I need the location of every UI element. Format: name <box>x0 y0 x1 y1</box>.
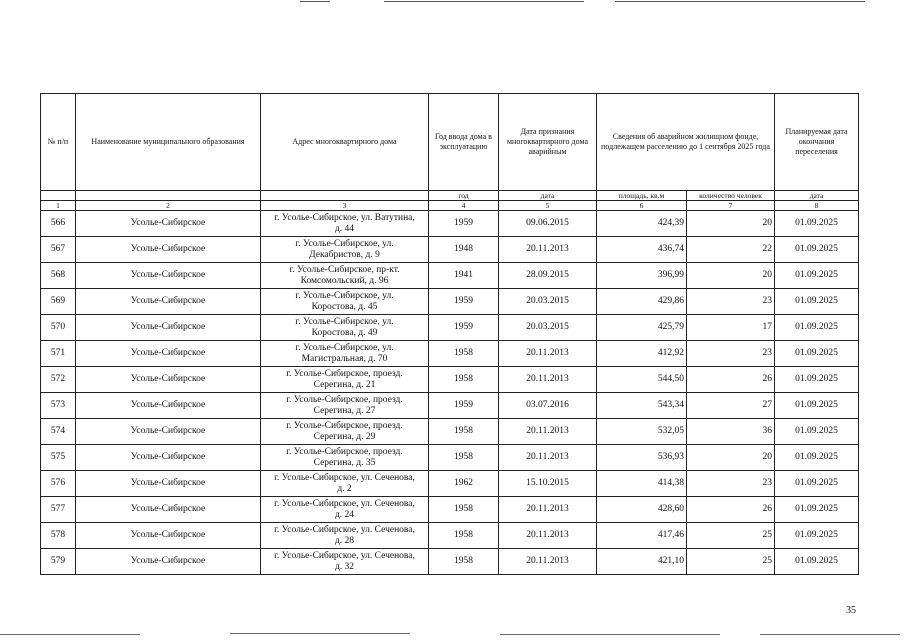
cell-date: 20.11.2013 <box>499 445 597 471</box>
table-row <box>41 315 859 341</box>
cell-date: 03.07.2016 <box>499 393 597 419</box>
address-line: г. Усолье-Сибирское, проезд. <box>286 420 403 431</box>
address-line: г. Усолье-Сибирское, проезд. <box>286 368 403 379</box>
resettlement-table <box>40 93 859 575</box>
cell-address <box>261 289 429 315</box>
cell-end-date: 01.09.2025 <box>775 367 859 393</box>
table-row <box>41 549 859 575</box>
cell-year: 1959 <box>429 315 499 341</box>
units-row <box>41 191 859 201</box>
cell-year: 1958 <box>429 445 499 471</box>
cell-municipality: Усолье-Сибирское <box>76 289 261 315</box>
table-row <box>41 445 859 471</box>
column-number: 5 <box>499 201 597 211</box>
cell-area: 421,10 <box>597 549 687 575</box>
cell-num: 571 <box>41 341 76 367</box>
cell-num: 579 <box>41 549 76 575</box>
cell-area: 425,79 <box>597 315 687 341</box>
cell-year: 1962 <box>429 471 499 497</box>
cell-municipality: Усолье-Сибирское <box>76 549 261 575</box>
unit-people: количество человек <box>687 191 775 201</box>
unit-date: дата <box>499 191 597 201</box>
column-number: 2 <box>76 201 261 211</box>
cell-municipality: Усолье-Сибирское <box>76 471 261 497</box>
header-address: Адрес многоквартирного дома <box>261 94 429 191</box>
cell-year: 1959 <box>429 289 499 315</box>
table-row <box>41 471 859 497</box>
cell-area: 414,38 <box>597 471 687 497</box>
cell-end-date: 01.09.2025 <box>775 289 859 315</box>
header-row <box>41 94 859 191</box>
column-number: 8 <box>775 201 859 211</box>
cell-num: 573 <box>41 393 76 419</box>
cell-end-date: 01.09.2025 <box>775 393 859 419</box>
unit-year: год <box>429 191 499 201</box>
header-fund-info: Сведения об аварийном жилищном фонде, подлежащем расселению до 1 сентября 2025 года <box>597 94 775 191</box>
address-line: г. Усолье-Сибирское, ул. Сеченова, <box>274 498 415 509</box>
address-line: г. Усолье-Сибирское, ул. <box>295 238 394 249</box>
cell-year: 1958 <box>429 497 499 523</box>
cell-municipality: Усолье-Сибирское <box>76 497 261 523</box>
address-line: д. 32 <box>334 561 355 572</box>
cell-num: 568 <box>41 263 76 289</box>
cell-end-date: 01.09.2025 <box>775 523 859 549</box>
column-number: 6 <box>597 201 687 211</box>
header-municipality: Наименование муниципального образования <box>76 94 261 191</box>
address-line: Комсомольский, д. 96 <box>300 275 389 286</box>
scan-artifact-top <box>0 0 905 6</box>
address-line: Коростова, д. 45 <box>311 301 378 312</box>
unit-end-date: дата <box>775 191 859 201</box>
header-year-built: Год ввода дома в эксплуатацию <box>429 94 499 191</box>
cell-address <box>261 549 429 575</box>
cell-address <box>261 237 429 263</box>
address-line: г. Усолье-Сибирское, ул. Сеченова, <box>274 524 415 535</box>
cell-num: 572 <box>41 367 76 393</box>
header-planned-end: Планируемая дата окончания переселения <box>775 94 859 191</box>
cell-municipality: Усолье-Сибирское <box>76 445 261 471</box>
cell-municipality: Усолье-Сибирское <box>76 367 261 393</box>
cell-area: 424,39 <box>597 211 687 237</box>
column-number: 1 <box>41 201 76 211</box>
cell-people: 20 <box>687 211 775 237</box>
cell-end-date: 01.09.2025 <box>775 445 859 471</box>
cell-municipality: Усолье-Сибирское <box>76 523 261 549</box>
table-row <box>41 289 859 315</box>
cell-date: 20.03.2015 <box>499 289 597 315</box>
cell-num: 567 <box>41 237 76 263</box>
cell-end-date: 01.09.2025 <box>775 471 859 497</box>
cell-people: 25 <box>687 523 775 549</box>
cell-date: 20.11.2013 <box>499 367 597 393</box>
cell-year: 1959 <box>429 393 499 419</box>
cell-date: 28.09.2015 <box>499 263 597 289</box>
table-row <box>41 341 859 367</box>
cell-num: 569 <box>41 289 76 315</box>
cell-year: 1958 <box>429 341 499 367</box>
cell-people: 25 <box>687 549 775 575</box>
cell-address <box>261 341 429 367</box>
address-line: Серегина, д. 27 <box>313 405 376 416</box>
cell-date: 20.11.2013 <box>499 497 597 523</box>
cell-municipality: Усолье-Сибирское <box>76 341 261 367</box>
cell-people: 27 <box>687 393 775 419</box>
cell-address <box>261 471 429 497</box>
address-line: г. Усолье-Сибирское, ул. <box>295 290 394 301</box>
address-line: Магистральная, д. 70 <box>301 353 388 364</box>
column-numbers-row <box>41 201 859 211</box>
cell-people: 26 <box>687 367 775 393</box>
cell-end-date: 01.09.2025 <box>775 419 859 445</box>
cell-people: 20 <box>687 263 775 289</box>
cell-address <box>261 211 429 237</box>
cell-date: 20.03.2015 <box>499 315 597 341</box>
column-number: 4 <box>429 201 499 211</box>
cell-municipality: Усолье-Сибирское <box>76 211 261 237</box>
cell-num: 578 <box>41 523 76 549</box>
cell-people: 23 <box>687 289 775 315</box>
column-number: 7 <box>687 201 775 211</box>
cell-num: 575 <box>41 445 76 471</box>
cell-year: 1948 <box>429 237 499 263</box>
cell-people: 26 <box>687 497 775 523</box>
cell-date: 20.11.2013 <box>499 523 597 549</box>
address-line: д. 44 <box>334 223 355 234</box>
cell-area: 543,34 <box>597 393 687 419</box>
cell-area: 396,99 <box>597 263 687 289</box>
cell-people: 23 <box>687 341 775 367</box>
cell-num: 577 <box>41 497 76 523</box>
cell-year: 1959 <box>429 211 499 237</box>
cell-date: 09.06.2015 <box>499 211 597 237</box>
cell-people: 17 <box>687 315 775 341</box>
cell-people: 22 <box>687 237 775 263</box>
cell-municipality: Усолье-Сибирское <box>76 315 261 341</box>
cell-area: 417,46 <box>597 523 687 549</box>
address-line: г. Усолье-Сибирское, ул. Сеченова, <box>274 472 415 483</box>
address-line: Декабристов, д. 9 <box>309 249 380 260</box>
cell-num: 574 <box>41 419 76 445</box>
address-line: г. Усолье-Сибирское, пр-кт. <box>289 264 400 275</box>
cell-year: 1958 <box>429 419 499 445</box>
cell-address <box>261 497 429 523</box>
cell-area: 536,93 <box>597 445 687 471</box>
address-line: Серегина, д. 35 <box>313 457 376 468</box>
cell-date: 20.11.2013 <box>499 419 597 445</box>
column-number: 3 <box>261 201 429 211</box>
table-row <box>41 263 859 289</box>
cell-date: 15.10.2015 <box>499 471 597 497</box>
cell-area: 428,60 <box>597 497 687 523</box>
cell-date: 20.11.2013 <box>499 237 597 263</box>
cell-end-date: 01.09.2025 <box>775 315 859 341</box>
scan-artifact-bottom <box>0 633 905 637</box>
cell-area: 429,86 <box>597 289 687 315</box>
cell-end-date: 01.09.2025 <box>775 497 859 523</box>
cell-end-date: 01.09.2025 <box>775 211 859 237</box>
cell-end-date: 01.09.2025 <box>775 263 859 289</box>
cell-area: 544,50 <box>597 367 687 393</box>
address-line: д. 24 <box>334 509 355 520</box>
cell-people: 36 <box>687 419 775 445</box>
cell-address <box>261 263 429 289</box>
cell-municipality: Усолье-Сибирское <box>76 237 261 263</box>
cell-address <box>261 367 429 393</box>
address-line: д. 2 <box>337 483 352 494</box>
address-line: г. Усолье-Сибирское, ул. Сеченова, <box>274 550 415 561</box>
cell-end-date: 01.09.2025 <box>775 237 859 263</box>
address-line: д. 28 <box>334 535 355 546</box>
cell-num: 566 <box>41 211 76 237</box>
cell-municipality: Усолье-Сибирское <box>76 393 261 419</box>
table-row <box>41 497 859 523</box>
cell-municipality: Усолье-Сибирское <box>76 263 261 289</box>
cell-num: 570 <box>41 315 76 341</box>
address-line: г. Усолье-Сибирское, ул. <box>295 342 394 353</box>
table-row <box>41 237 859 263</box>
units-empty-3 <box>261 191 429 201</box>
table-row <box>41 419 859 445</box>
units-empty-1 <box>41 191 76 201</box>
address-line: г. Усолье-Сибирское, проезд. <box>286 446 403 457</box>
address-line: г. Усолье-Сибирское, проезд. <box>286 394 403 405</box>
cell-people: 20 <box>687 445 775 471</box>
cell-date: 20.11.2013 <box>499 341 597 367</box>
cell-address <box>261 419 429 445</box>
address-line: г. Усолье-Сибирское, ул. Ватутина, <box>274 212 415 223</box>
address-line: Коростова, д. 49 <box>311 327 378 338</box>
table-row <box>41 211 859 237</box>
cell-date: 20.11.2013 <box>499 549 597 575</box>
cell-people: 23 <box>687 471 775 497</box>
header-recognition-date: Дата признания многоквартирного дома аварийным <box>499 94 597 191</box>
cell-municipality: Усолье-Сибирское <box>76 419 261 445</box>
cell-year: 1958 <box>429 549 499 575</box>
cell-area: 532,05 <box>597 419 687 445</box>
unit-area: площадь, кв.м <box>597 191 687 201</box>
table-row <box>41 523 859 549</box>
address-line: Серегина, д. 21 <box>313 379 376 390</box>
cell-num: 576 <box>41 471 76 497</box>
address-line: г. Усолье-Сибирское, ул. <box>295 316 394 327</box>
cell-year: 1958 <box>429 523 499 549</box>
cell-area: 412,92 <box>597 341 687 367</box>
cell-year: 1958 <box>429 367 499 393</box>
cell-year: 1941 <box>429 263 499 289</box>
cell-address <box>261 445 429 471</box>
page-number: 35 <box>846 605 856 616</box>
cell-address <box>261 523 429 549</box>
cell-address <box>261 315 429 341</box>
cell-end-date: 01.09.2025 <box>775 549 859 575</box>
table-row <box>41 393 859 419</box>
table-row <box>41 367 859 393</box>
header-num: № п/п <box>41 94 76 191</box>
cell-end-date: 01.09.2025 <box>775 341 859 367</box>
address-line: Серегина, д. 29 <box>313 431 376 442</box>
cell-address <box>261 393 429 419</box>
units-empty-2 <box>76 191 261 201</box>
cell-area: 436,74 <box>597 237 687 263</box>
